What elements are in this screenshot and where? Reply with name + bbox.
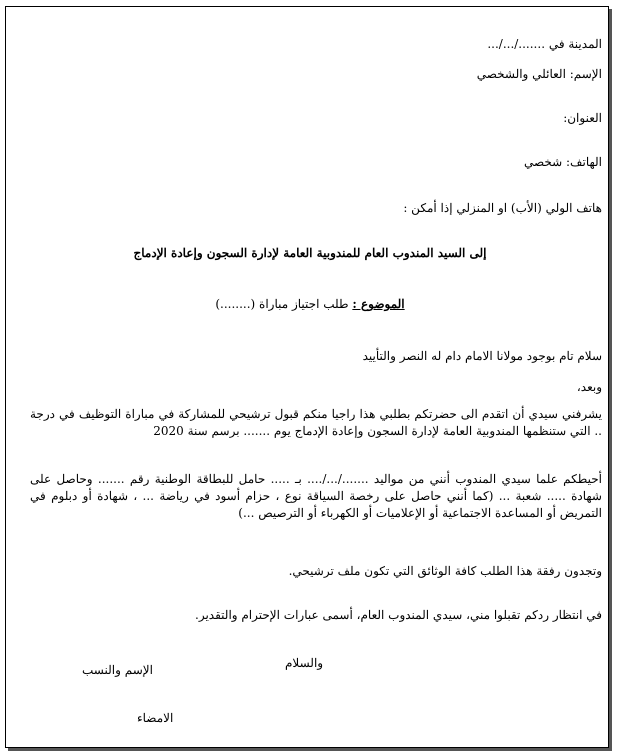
sender-address: العنوان: xyxy=(563,111,602,125)
city-date: المدينة في ......./.../... xyxy=(487,37,602,51)
after-greeting: وبعد، xyxy=(576,380,602,394)
sender-name: الإسم: العائلي والشخصي xyxy=(476,67,602,81)
guardian-phone: هاتف الولي (الأب) او المنزلي إذا أمكن : xyxy=(403,201,602,215)
closing-line: في انتظار ردكم تقبلوا مني، سيدي المندوب العام، أسمى عبارات الإحترام والتقدير. xyxy=(195,608,602,622)
paragraph-request: يشرفني سيدي أن اتقدم الى حضرتكم بطلبي هذا راجيا منكم قبول ترشيحي للمشاركة في مباراة التوظيف في درجة .. التي ستنظمها المندوبية العامة لإدارة السجون وإعادة الإدماج يوم ....... برسم سنة 2020 xyxy=(30,407,602,438)
page-border xyxy=(5,6,609,748)
sender-phone: الهاتف: شخصي xyxy=(523,155,602,169)
salutation: والسلام xyxy=(285,656,324,670)
paragraph-personal-info: أحيطكم علما سيدي المندوب أنني من مواليد ......./.../.... بـ ..... حامل للبطاقة الوطنية رقم ....... وحاصل على شهادة ..... شعبة ... (كما أنني حاصل على رخصة السياقة نوع ، حزام أسود في رياضة ... ، شهادة أو دبلوم في التمريض أو المساعدة الاجتماعية أو الإعلاميات أو الكهرباء أو الترصيص ...) xyxy=(30,472,602,520)
greeting: سلام تام بوجود مولانا الامام دام له النصر والتأييد xyxy=(362,349,602,363)
attachment-line: وتجدون رفقة هذا الطلب كافة الوثائق التي تكون ملف ترشيحي. xyxy=(288,564,602,578)
subject-line xyxy=(0,296,620,312)
subject-label: الموضوع : xyxy=(352,297,405,311)
recipient-line: إلى السيد المندوب العام للمندوبية العامة لإدارة السجون وإعادة الإدماج xyxy=(133,246,487,260)
signature-label: الامضاء xyxy=(137,711,174,725)
full-name-label: الإسم والنسب xyxy=(82,663,153,677)
subject-text: طلب اجتياز مباراة (........) xyxy=(215,297,353,311)
